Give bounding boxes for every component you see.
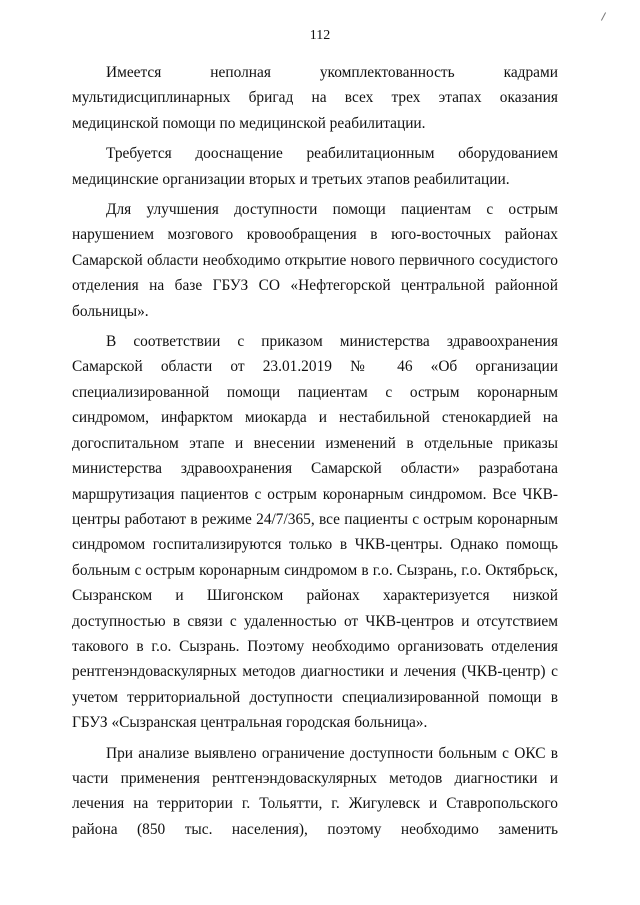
document-body	[72, 60, 558, 842]
paragraph-acs-analysis: При анализе выявлено ограничение доступности больным с ОКС в части применения рентгенэндоваскулярных методов диагностики и лечения на территории г. Тольятти, г. Жигулевск и Ставропольского района (850 тыс. населения), поэтому необходимо заменить	[72, 744, 558, 838]
paragraph-stroke-care: Для улучшения доступности помощи пациентам с острым нарушением мозгового кровообращения в юго-восточных районах Самарской области необходимо открытие нового первичного сосудистого отделения на базе ГБУЗ СО «Нефтегорской центральной районной больницы».	[72, 201, 558, 320]
page-number: 112	[309, 28, 331, 43]
paragraph-equipment: Требуется дооснащение реабилитационным оборудованием медицинские организации вторых и третьих этапов реабилитации.	[72, 145, 558, 188]
scan-mark	[601, 12, 606, 20]
paragraph-staffing: Имеется неполная укомплектованность кадрами мультидисциплинарных бригад на всех трех этапах оказания медицинской помощи по медицинской реабилитации.	[72, 64, 558, 132]
paragraph-coronary-routing: В соответствии с приказом министерства здравоохранения Самарской области от 23.01.2019 № 46 «Об организации специализированной помощи пациентам с острым коронарным синдромом, инфарктом миокарда и нестабильной стенокардией на догоспитальном этапе и внесении изменений в отдельные приказы министерства здравоохранения Самарской области» разработана маршрутизация пациентов с острым коронарным синдромом. Все ЧКВ-центры работают в режиме 24/7/365, все пациенты с острым коронарным синдромом госпитализируются только в ЧКВ-центры. Однако помощь больным с острым коронарным синдромом в г.о. Сызрань, г.о. Октябрьск, Сызранском и Шигонском районах характеризуется низкой доступностью в связи с удаленностью от ЧКВ-центров и отсутствием такового в г.о. Сызрань. Поэтому необходимо организовать отделения рентгенэндоваскулярных методов диагностики и лечения (ЧКВ-центр) с учетом территориальной доступности специализированной помощи в ГБУЗ «Сызранская центральная городская больница».	[72, 333, 558, 732]
